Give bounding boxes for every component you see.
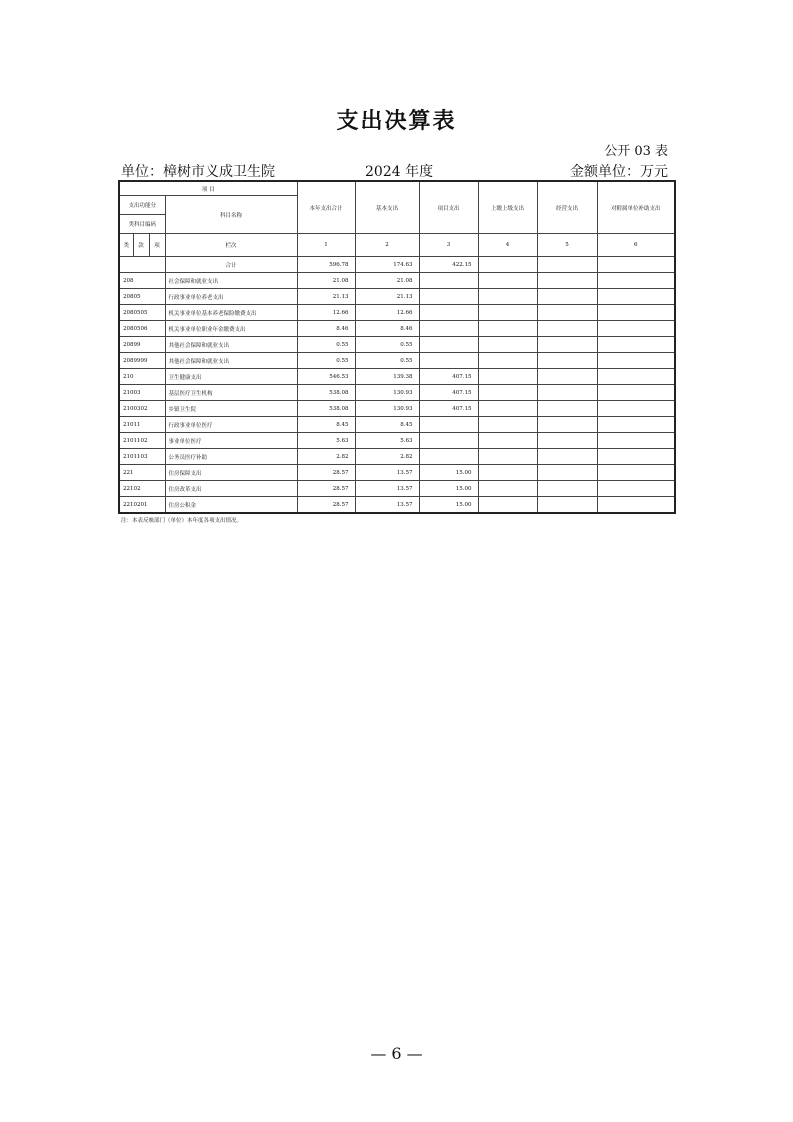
col-header-1: 本年支出合计 (297, 181, 355, 234)
row-value-2: 130.93 (355, 401, 419, 417)
row-value-4 (478, 337, 537, 353)
row-value-1: 5.63 (297, 433, 355, 449)
table-row (119, 433, 675, 449)
page-title: 支出决算表 (336, 109, 457, 134)
row-value-6 (597, 481, 675, 497)
row-value-5 (537, 401, 597, 417)
row-value-4 (478, 385, 537, 401)
row-value-6 (597, 273, 675, 289)
row-value-3 (419, 353, 478, 369)
total-value-2: 174.63 (355, 257, 419, 273)
row-value-1: 8.46 (297, 321, 355, 337)
row-value-4 (478, 369, 537, 385)
row-value-1: 8.45 (297, 417, 355, 433)
col-header-5: 经营支出 (537, 181, 597, 234)
row-value-5 (537, 449, 597, 465)
row-value-5 (537, 369, 597, 385)
xiang-header: 项 (149, 234, 165, 257)
row-value-4 (478, 449, 537, 465)
row-code: 2080505 (119, 305, 165, 321)
row-value-3 (419, 273, 478, 289)
table-row (119, 417, 675, 433)
expenditure-table (118, 180, 676, 514)
func-code-header-2: 类科目编码 (119, 215, 165, 234)
row-subject-name: 机关事业单位职业年金缴费支出 (165, 321, 297, 337)
col-header-2: 基本支出 (355, 181, 419, 234)
row-value-5 (537, 289, 597, 305)
row-value-2: 139.38 (355, 369, 419, 385)
row-value-1: 28.57 (297, 497, 355, 514)
row-value-3 (419, 417, 478, 433)
row-code: 21011 (119, 417, 165, 433)
row-value-2: 13.57 (355, 497, 419, 514)
row-subject-name: 其他社会保障和就业支出 (165, 337, 297, 353)
row-subject-name: 卫生健康支出 (165, 369, 297, 385)
row-value-2: 21.13 (355, 289, 419, 305)
page-number: — 6 — (370, 1044, 423, 1063)
table-row (119, 305, 675, 321)
row-subject-name: 乡镇卫生院 (165, 401, 297, 417)
row-value-5 (537, 497, 597, 514)
subject-name-header: 科目名称 (165, 196, 297, 234)
row-value-3: 407.15 (419, 385, 478, 401)
row-subject-name: 住房改革支出 (165, 481, 297, 497)
row-value-3: 15.00 (419, 481, 478, 497)
row-value-6 (597, 465, 675, 481)
col-number-3: 3 (419, 234, 478, 257)
row-value-5 (537, 273, 597, 289)
row-value-6 (597, 401, 675, 417)
row-code: 2101103 (119, 449, 165, 465)
row-value-6 (597, 289, 675, 305)
total-code (119, 257, 165, 273)
row-value-6 (597, 353, 675, 369)
row-subject-name: 事业单位医疗 (165, 433, 297, 449)
row-value-2: 13.57 (355, 481, 419, 497)
row-value-1: 0.55 (297, 337, 355, 353)
row-value-6 (597, 305, 675, 321)
row-value-6 (597, 321, 675, 337)
row-value-5 (537, 337, 597, 353)
row-code: 2080506 (119, 321, 165, 337)
row-value-3 (419, 449, 478, 465)
row-value-4 (478, 401, 537, 417)
row-value-3 (419, 321, 478, 337)
row-subject-name: 其他社会保障和就业支出 (165, 353, 297, 369)
row-value-1: 538.08 (297, 385, 355, 401)
table-row (119, 465, 675, 481)
header-item: 项 目 (119, 181, 297, 196)
row-value-5 (537, 465, 597, 481)
row-value-4 (478, 353, 537, 369)
fiscal-year: 2024 年度 (365, 164, 434, 180)
row-value-2: 12.66 (355, 305, 419, 321)
table-row (119, 401, 675, 417)
row-subject-name: 行政事业单位医疗 (165, 417, 297, 433)
table-row (119, 321, 675, 337)
row-value-3: 15.00 (419, 497, 478, 514)
row-value-4 (478, 289, 537, 305)
total-value-1: 596.78 (297, 257, 355, 273)
table-note: 注：本表反映部门（单位）本年度各项支出情况。 (121, 518, 243, 524)
row-value-3 (419, 337, 478, 353)
total-value-4 (478, 257, 537, 273)
total-value-6 (597, 257, 675, 273)
row-value-3: 407.15 (419, 369, 478, 385)
lanci-label: 栏次 (165, 234, 297, 257)
col-number-2: 2 (355, 234, 419, 257)
row-value-1: 12.66 (297, 305, 355, 321)
table-row (119, 497, 675, 514)
row-value-2: 2.82 (355, 449, 419, 465)
col-number-6: 6 (597, 234, 675, 257)
row-value-5 (537, 417, 597, 433)
row-value-2: 8.46 (355, 321, 419, 337)
row-value-4 (478, 305, 537, 321)
row-value-5 (537, 305, 597, 321)
row-code: 2089999 (119, 353, 165, 369)
table-row (119, 369, 675, 385)
row-value-5 (537, 433, 597, 449)
table-row (119, 385, 675, 401)
row-value-6 (597, 369, 675, 385)
row-value-2: 0.55 (355, 353, 419, 369)
row-value-1: 28.57 (297, 465, 355, 481)
table-row (119, 449, 675, 465)
table-row (119, 289, 675, 305)
col-number-1: 1 (297, 234, 355, 257)
col-number-5: 5 (537, 234, 597, 257)
row-value-6 (597, 449, 675, 465)
row-value-4 (478, 465, 537, 481)
col-header-6: 对附属单位补助支出 (597, 181, 675, 234)
row-code: 2100302 (119, 401, 165, 417)
row-value-6 (597, 433, 675, 449)
table-row (119, 273, 675, 289)
row-value-1: 0.55 (297, 353, 355, 369)
row-code: 208 (119, 273, 165, 289)
row-value-2: 5.63 (355, 433, 419, 449)
table-row (119, 353, 675, 369)
row-value-3: 407.15 (419, 401, 478, 417)
row-value-6 (597, 385, 675, 401)
row-value-4 (478, 433, 537, 449)
row-value-3 (419, 433, 478, 449)
row-code: 210 (119, 369, 165, 385)
col-header-3: 项目支出 (419, 181, 478, 234)
row-value-1: 2.82 (297, 449, 355, 465)
row-value-3: 15.00 (419, 465, 478, 481)
money-unit: 金额单位：万元 (570, 164, 668, 180)
row-code: 21003 (119, 385, 165, 401)
total-row (119, 257, 675, 273)
total-value-3: 422.15 (419, 257, 478, 273)
row-value-4 (478, 417, 537, 433)
row-value-4 (478, 321, 537, 337)
row-value-2: 130.93 (355, 385, 419, 401)
kuan-header: 款 (133, 234, 149, 257)
row-value-1: 538.08 (297, 401, 355, 417)
row-subject-name: 机关事业单位基本养老保险缴费支出 (165, 305, 297, 321)
row-value-5 (537, 353, 597, 369)
table-row (119, 337, 675, 353)
lei-header: 类 (119, 234, 133, 257)
row-value-6 (597, 417, 675, 433)
row-value-2: 0.55 (355, 337, 419, 353)
row-code: 2210201 (119, 497, 165, 514)
func-code-header: 支出功能分 (119, 196, 165, 215)
reporting-unit: 单位：樟树市义成卫生院 (121, 164, 275, 180)
row-subject-name: 行政事业单位养老支出 (165, 289, 297, 305)
col-header-4: 上缴上级支出 (478, 181, 537, 234)
row-code: 20805 (119, 289, 165, 305)
row-value-4 (478, 497, 537, 514)
total-value-5 (537, 257, 597, 273)
row-value-2: 13.57 (355, 465, 419, 481)
row-value-5 (537, 321, 597, 337)
row-value-1: 21.13 (297, 289, 355, 305)
row-value-3 (419, 305, 478, 321)
row-value-3 (419, 289, 478, 305)
row-value-6 (597, 337, 675, 353)
form-number: 公开 03 表 (604, 144, 668, 159)
row-value-4 (478, 273, 537, 289)
row-code: 22102 (119, 481, 165, 497)
row-subject-name: 公务员医疗补助 (165, 449, 297, 465)
row-code: 2101102 (119, 433, 165, 449)
row-value-2: 21.08 (355, 273, 419, 289)
row-value-1: 28.57 (297, 481, 355, 497)
row-value-1: 546.53 (297, 369, 355, 385)
row-value-1: 21.08 (297, 273, 355, 289)
row-subject-name: 住房公积金 (165, 497, 297, 514)
row-value-2: 8.45 (355, 417, 419, 433)
total-label: 合计 (165, 257, 297, 273)
row-subject-name: 住房保障支出 (165, 465, 297, 481)
table-row (119, 481, 675, 497)
row-code: 20899 (119, 337, 165, 353)
row-value-4 (478, 481, 537, 497)
row-value-5 (537, 481, 597, 497)
col-number-4: 4 (478, 234, 537, 257)
row-subject-name: 基层医疗卫生机构 (165, 385, 297, 401)
row-value-6 (597, 497, 675, 514)
row-code: 221 (119, 465, 165, 481)
row-subject-name: 社会保障和就业支出 (165, 273, 297, 289)
row-value-5 (537, 385, 597, 401)
